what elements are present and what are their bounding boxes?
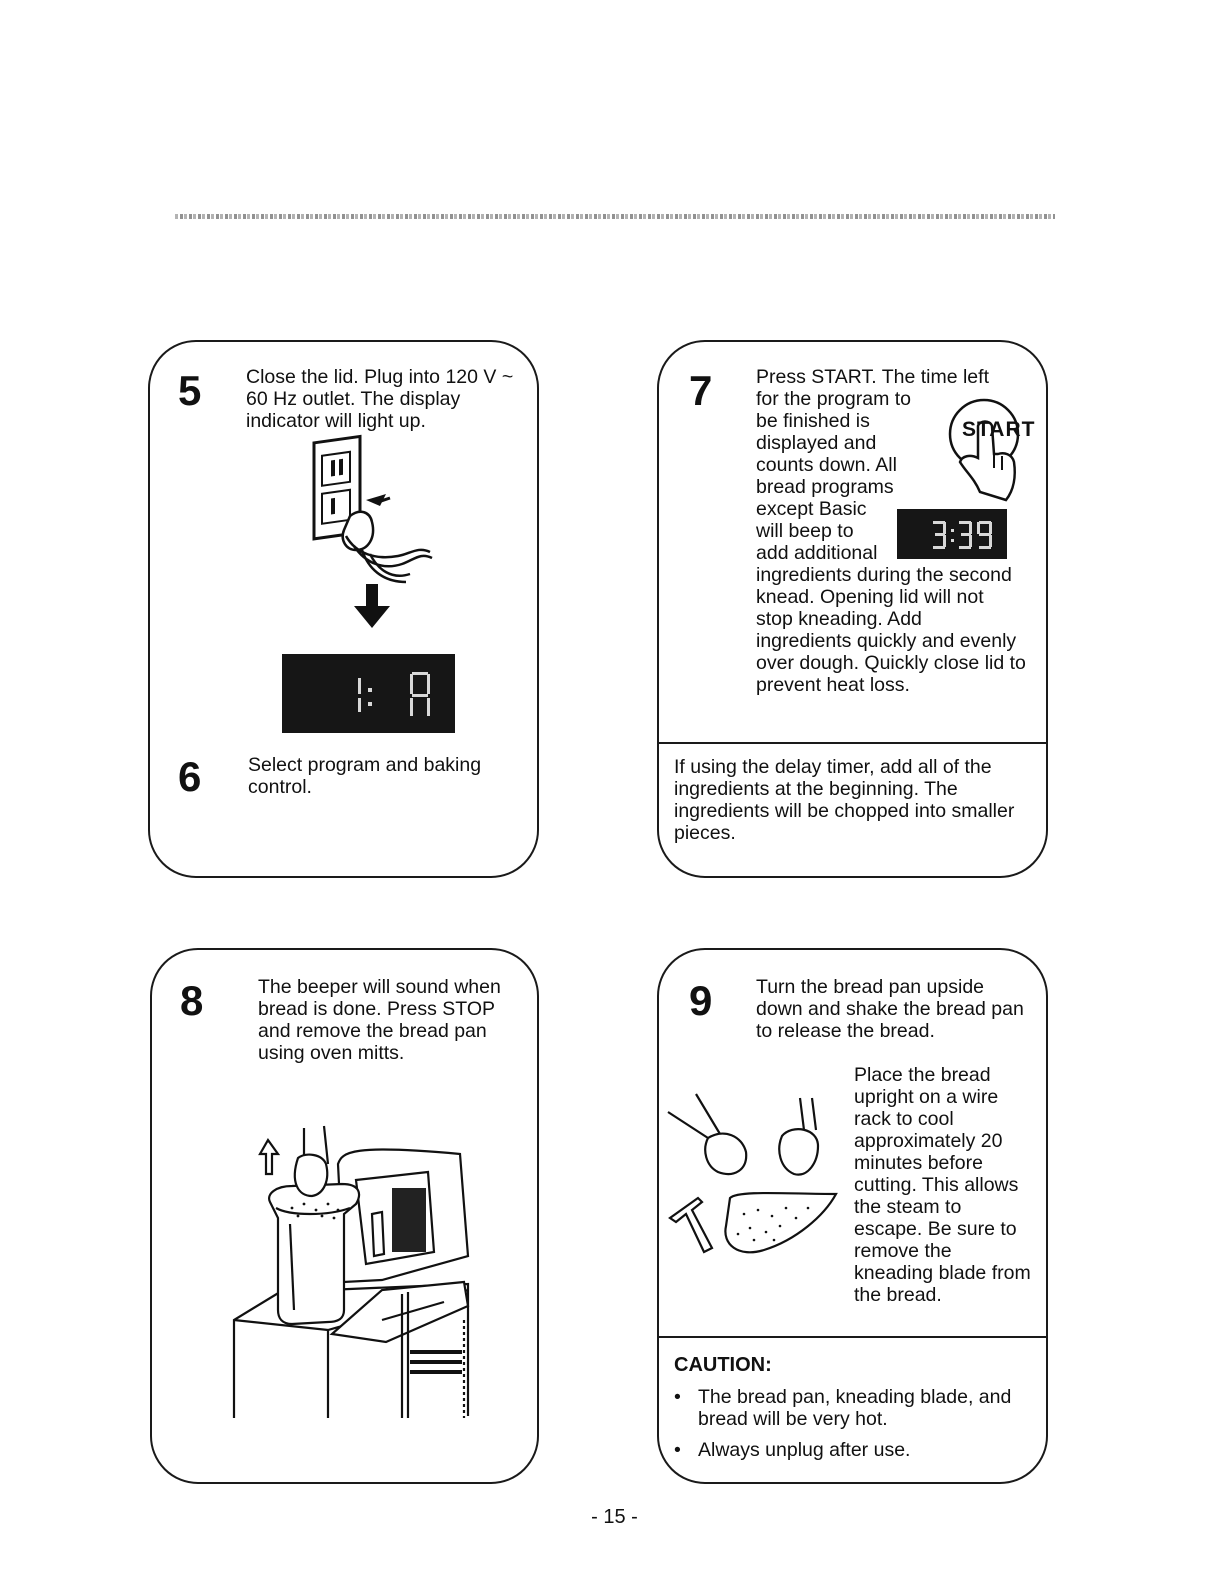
step-9-text: Turn the bread pan upside down and shake the bread pan to release the bread. xyxy=(756,976,1024,1042)
caution-title: CAUTION: xyxy=(674,1354,772,1376)
step-9-side-text: Place the bread upright on a wire rack to cool approximately 20 minutes before cutting. This allows the steam to escape. Be sure to remove the kneading blade from the bread. xyxy=(854,1064,1031,1306)
step-7-note-divider xyxy=(658,742,1047,744)
shake-bread-pan-icon xyxy=(668,1094,844,1258)
caution-item xyxy=(674,1439,1034,1463)
outlet-plug-icon xyxy=(306,442,436,588)
start-button-label: START xyxy=(962,418,1036,441)
bread-machine-remove-pan-icon xyxy=(232,1124,476,1420)
step-5-number: 5 xyxy=(178,367,202,414)
caution-item xyxy=(674,1386,1034,1434)
caution-divider xyxy=(658,1336,1047,1338)
down-arrow-icon xyxy=(354,584,390,628)
step-8-text: The beeper will sound when bread is done. Press STOP and remove the bread pan using oven mitts. xyxy=(258,976,501,1064)
step-8-number: 8 xyxy=(180,977,204,1024)
step-5-text: Close the lid. Plug into 120 V ~ 60 Hz outlet. The display indicator will light up. xyxy=(246,366,514,432)
top-decorative-rule xyxy=(175,214,1055,219)
start-button-press-icon xyxy=(944,396,1040,508)
caution-item-text: Always unplug after use. xyxy=(698,1439,911,1461)
lcd-display-icon xyxy=(282,654,455,733)
page-number: - 15 - xyxy=(591,1506,638,1528)
step-6-text: Select program and baking control. xyxy=(248,754,482,798)
delay-timer-note: If using the delay timer, add all of the ingredients at the beginning. The ingredients will be chopped into smaller pieces. xyxy=(674,756,1015,844)
bullet-icon: • xyxy=(674,1439,681,1461)
step-9-number: 9 xyxy=(689,977,713,1024)
step-7-number: 7 xyxy=(689,367,713,414)
bullet-icon: • xyxy=(674,1386,681,1408)
step-7-text-top: Press START. The time left for the program to be finished is displayed and counts down. All bread programs except Basic will beep to add additional xyxy=(756,366,989,564)
timer-display-icon xyxy=(897,509,1007,559)
step-6-number: 6 xyxy=(178,753,202,800)
step-7-text-bottom: ingredients during the second knead. Opening lid will not stop kneading. Add ingredients quickly and evenly over dough. Quickly close lid to prevent heat loss. xyxy=(756,564,1026,696)
caution-item-text: The bread pan, kneading blade, and bread will be very hot. xyxy=(698,1386,1012,1430)
